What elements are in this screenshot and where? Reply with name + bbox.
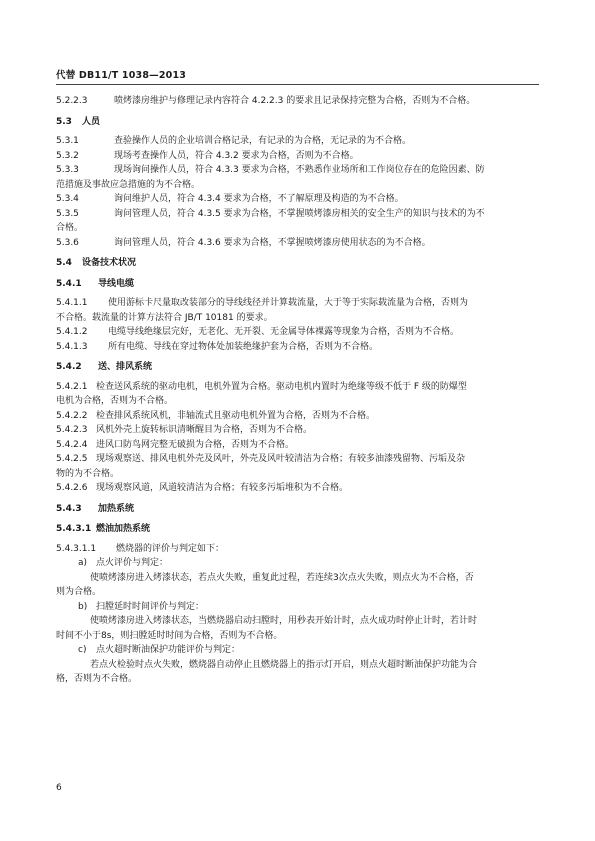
clause-5-4-2-4: 5.4.2.4 进风口防鸟网完整无破损为合格，否则为不合格。: [56, 439, 295, 450]
clause-5-4-3-1-1: 5.4.3.1.1 燃烧器的评价与判定如下：: [56, 543, 225, 554]
clause-5-4-1-1: 5.4.1.1 使用游标卡尺量取改装部分的导线线径并计算载流量，大于等于实际载流量为合格，否则为: [56, 298, 469, 308]
document-code-header: 代替 DB11/T 1038—2013: [56, 70, 187, 81]
clause-5-4-2-5-cont: 物的为不合格。: [56, 468, 120, 479]
section-heading-5-3: 5.3 人员: [56, 116, 101, 127]
section-heading-5-4-1: 5.4.1 导线电缆: [56, 278, 135, 289]
header-rule: [56, 84, 539, 85]
clause-5-4-2-5: 5.4.2.5 现场观察送、排风电机外壳及风叶，外壳及风叶较清洁为合格；有较多油漆残留物、污垢及杂: [56, 454, 466, 464]
list-item-c-text: 若点火检验时点火失败，燃烧器自动停止且燃烧器上的指示灯开启，则点火超时断油保护功能为合: [90, 659, 478, 670]
list-item-a-text-cont: 则为合格。: [56, 587, 102, 597]
clause-5-4-2-1-cont: 电机为合格，否则为不合格。: [56, 396, 174, 406]
clause-5-4-1-3: 5.4.1.3 所有电缆、导线在穿过物体处加装绝缘护套为合格，否则为不合格。: [56, 341, 379, 352]
clause-5-3-3-cont: 范措施及事故应急措施的为不合格。: [56, 179, 201, 190]
list-item-b: b) 扫膛延时时间评价与判定：: [78, 601, 205, 612]
list-item-a-text: 使喷烤漆房进入烤漆状态，若点火失败，重复此过程，若连续3次点火失败，则点火为不合格，否: [90, 572, 474, 583]
clause-5-4-2-1: 5.4.2.1 检查送风系统的驱动电机，电机外置为合格。驱动电机内置时为绝缘等级不低于 F 级的防爆型: [56, 381, 467, 392]
section-heading-5-4-2: 5.4.2 送、排风系统: [56, 362, 153, 372]
clause-5-3-1: 5.3.1 查验操作人员的企业培训合格记录，有记录的为合格，无记录的为不合格。: [56, 136, 412, 146]
list-item-c: c) 点火超时断油保护功能评价与判定：: [78, 645, 241, 655]
clause-5-3-4: 5.3.4 询问维护人员，符合 4.3.4 要求为合格，不了解原理及构造的为不合格。: [56, 194, 404, 204]
clause-5-2-2-3: 5.2.2.3 喷烤漆房维护与修理记录内容符合 4.2.2.3 的要求且记录保持完整为合格，否则为不合格。: [56, 96, 476, 106]
clause-5-3-5-cont: 合格。: [56, 223, 84, 233]
clause-5-4-2-2: 5.4.2.2 检查排风系统风机，非轴流式且驱动电机外置为合格，否则为不合格。: [56, 410, 376, 421]
clause-5-3-3: 5.3.3 现场询问操作人员，符合 4.3.3 要求为合格，不熟悉作业场所和工作岗位存在的危险因素、防: [56, 165, 485, 175]
list-item-b-text-cont: 时间不小于8s，则扫膛延时时间为合格，否则为不合格。: [56, 630, 283, 641]
clause-5-3-2: 5.3.2 现场考查操作人员，符合 4.3.2 要求为合格，否则为不合格。: [56, 150, 359, 161]
clause-5-4-1-1-cont: 不合格。载流量的计算方法符合 JB/T 10181 的要求。: [56, 312, 273, 323]
list-item-a: a) 点火评价与判定：: [78, 558, 169, 568]
section-heading-5-4-3: 5.4.3 加热系统: [56, 503, 135, 514]
clause-5-3-5: 5.3.5 询问管理人员，符合 4.3.5 要求为合格，不掌握喷烤漆房相关的安全生产的知识与技术的为不: [56, 208, 485, 219]
section-heading-5-4: 5.4 设备技术状况: [56, 258, 137, 268]
clause-5-4-1-2: 5.4.1.2 电缆导线绝缘层完好，无老化、无开裂、无金属导体裸露等现象为合格，否则为不合格。: [56, 327, 460, 337]
clause-5-4-2-3: 5.4.2.3 风机外壳上旋转标识清晰醒目为合格，否则为不合格。: [56, 425, 313, 435]
page-number: 6: [56, 783, 62, 793]
clause-5-3-6: 5.3.6 询问管理人员，符合 4.3.6 要求为合格，不掌握喷烤漆房使用状态的为不合格。: [56, 237, 431, 248]
clause-5-4-2-6: 5.4.2.6 现场观察风道，风道较清洁为合格；有较多污垢堆积为不合格。: [56, 483, 349, 493]
list-item-b-text: 使喷烤漆房进入烤漆状态，当燃烧器启动扫膛时，用秒表开始计时，点火成功时停止计时，若计时: [90, 616, 478, 626]
list-item-c-text-cont: 格，否则为不合格。: [56, 674, 138, 684]
document-body: [56, 94, 540, 687]
section-heading-5-4-3-1: 5.4.3.1 燃油加热系统: [56, 524, 151, 534]
